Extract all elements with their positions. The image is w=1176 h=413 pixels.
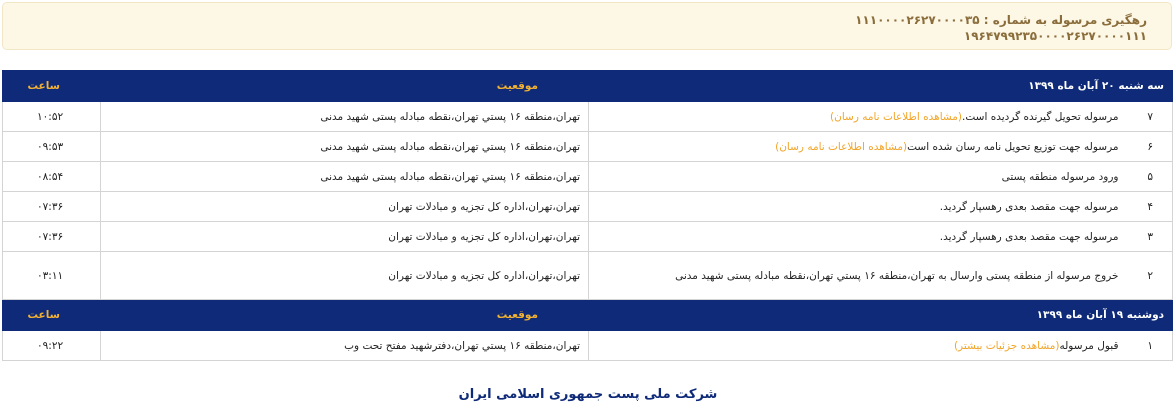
event-location: تهران،منطقه ۱۶ پستي تهران،نقطه مبادله پستی شهید مدنی [101, 162, 589, 192]
event-text: ورود مرسوله منطقه پستی [1001, 170, 1119, 183]
event-text: مرسوله جهت مقصد بعدی رهسپار گردید. [939, 230, 1119, 243]
footer-company-name: شرکت ملی پست جمهوری اسلامی ایران [458, 387, 718, 402]
event-location: تهران،تهران،اداره کل تجزیه و مبادلات تهران [101, 222, 589, 252]
day-header-row [3, 71, 1173, 102]
view-postman-info-link[interactable]: (مشاهده اطلاعات نامه رسان) [830, 110, 963, 123]
day-date: دوشنبه ۱۹ آبان ماه ۱۳۹۹ [589, 300, 1173, 331]
event-number: ۴ [1129, 192, 1173, 222]
event-location: تهران،منطقه ۱۶ پستي تهران،نقطه مبادله پستی شهید مدنی [101, 102, 589, 132]
tracking-table [2, 70, 1173, 361]
view-more-details-link[interactable]: (مشاهده جزئیات بیشتر) [953, 339, 1060, 352]
column-header-location: موقعیت [101, 71, 589, 102]
event-description [589, 192, 1129, 222]
event-time: ۰۹:۲۲ [3, 331, 101, 361]
day-date: سه شنبه ۲۰ آبان ماه ۱۳۹۹ [589, 71, 1173, 102]
tracking-number: ۱۹۶۴۷۹۹۲۳۵۰۰۰۰۲۶۲۷۰۰۰۰۱۱۱ [963, 29, 1147, 43]
event-number: ۱ [1129, 331, 1173, 361]
event-time: ۰۹:۵۳ [3, 132, 101, 162]
event-number: ۳ [1129, 222, 1173, 252]
event-description [589, 102, 1129, 132]
event-text: قبول مرسوله [1059, 339, 1119, 352]
column-header-time: ساعت [3, 71, 101, 102]
event-location: تهران،منطقه ۱۶ پستي تهران،دفترشهید مفتح تحت وب [101, 331, 589, 361]
column-header-location: موقعیت [101, 300, 589, 331]
event-time: ۰۷:۳۶ [3, 192, 101, 222]
column-header-time: ساعت [3, 300, 101, 331]
event-location: تهران،تهران،اداره کل تجزیه و مبادلات تهران [101, 192, 589, 222]
tracking-header-banner [2, 2, 1172, 50]
event-number: ۶ [1129, 132, 1173, 162]
table-row [3, 252, 1173, 300]
event-description [589, 222, 1129, 252]
event-description [589, 162, 1129, 192]
event-number: ۵ [1129, 162, 1173, 192]
event-number: ۷ [1129, 102, 1173, 132]
tracking-title: رهگیری مرسوله به شماره : ۱۱۱۰۰۰۰۲۶۲۷۰۰۰۰۳۵ [855, 13, 1147, 27]
event-time: ۱۰:۵۲ [3, 102, 101, 132]
event-time: ۰۷:۳۶ [3, 222, 101, 252]
event-time: ۰۸:۵۴ [3, 162, 101, 192]
event-description [589, 132, 1129, 162]
event-location: تهران،منطقه ۱۶ پستي تهران،نقطه مبادله پستی شهید مدنی [101, 132, 589, 162]
day-header-row [3, 300, 1173, 331]
event-number: ۲ [1129, 252, 1173, 300]
event-text: مرسوله جهت توزیع تحویل نامه رسان شده است [907, 140, 1119, 153]
event-description [589, 331, 1129, 361]
event-description [589, 252, 1129, 300]
table-row [3, 222, 1173, 252]
event-location: تهران،تهران،اداره کل تجزیه و مبادلات تهران [101, 252, 589, 300]
event-text: مرسوله تحویل گیرنده گردیده است. [962, 110, 1119, 123]
event-time: ۰۳:۱۱ [3, 252, 101, 300]
event-text: مرسوله جهت مقصد بعدی رهسپار گردید. [939, 200, 1119, 213]
event-text: خروج مرسوله از منطقه پستی وارسال به تهران،منطقه ۱۶ پستي تهران،نقطه مبادله پستی شهید مدنی [675, 269, 1119, 282]
table-row [3, 162, 1173, 192]
table-row [3, 102, 1173, 132]
table-row [3, 132, 1173, 162]
view-postman-info-link[interactable]: (مشاهده اطلاعات نامه رسان) [775, 140, 908, 153]
table-row [3, 331, 1173, 361]
table-row [3, 192, 1173, 222]
